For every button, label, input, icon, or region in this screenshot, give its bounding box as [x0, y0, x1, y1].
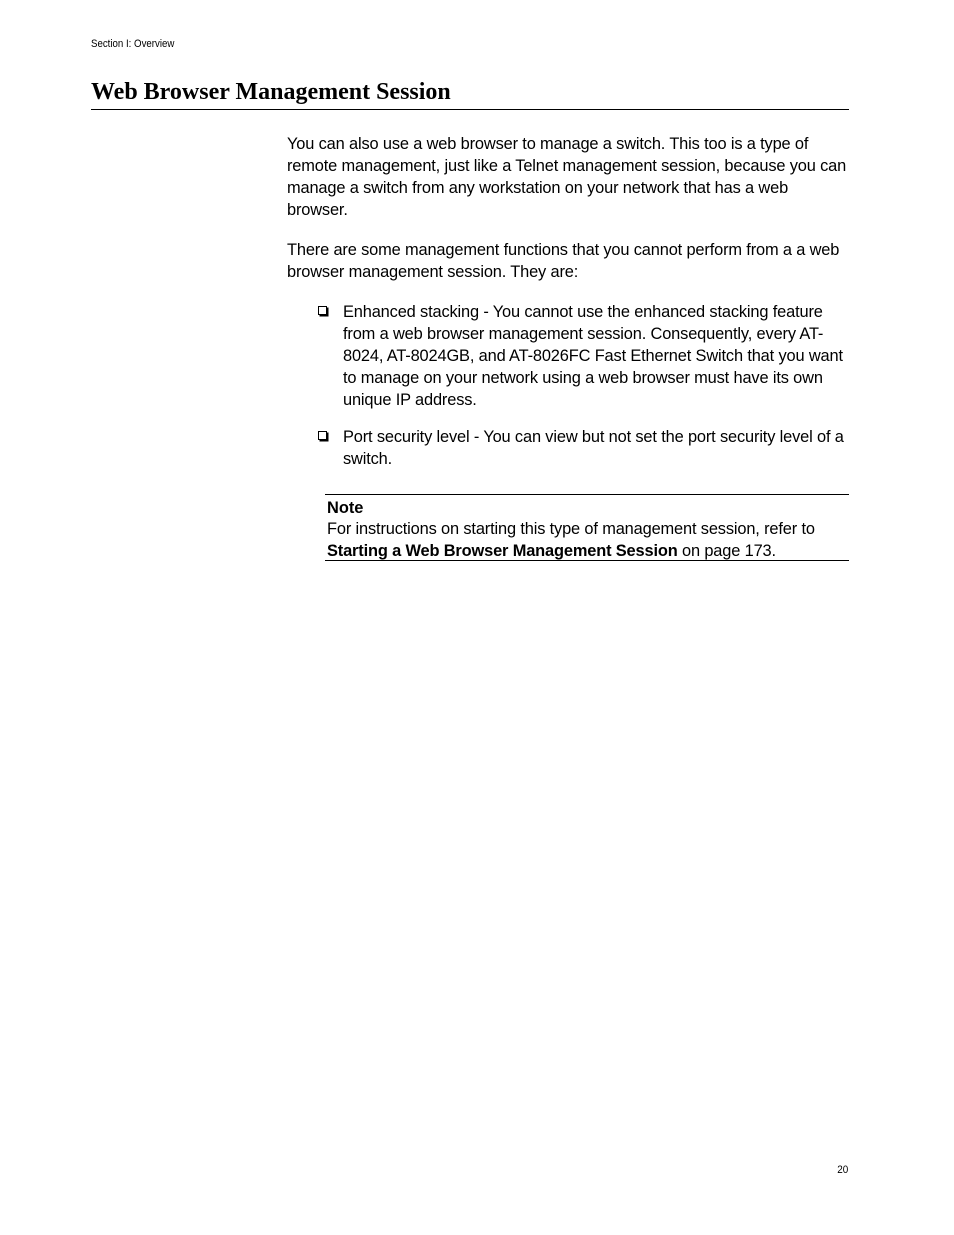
list-item-text: Enhanced stacking - You cannot use the enhanced stacking feature from a web browser management session. Consequently, every AT-8024, AT-8024GB, and AT-8026FC Fast Ethernet Switch that you want to manage on your network using a web browser must have its own unique IP address. — [343, 303, 843, 409]
intro-paragraph: You can also use a web browser to manage a switch. This too is a type of remote management, just like a Telnet management session, because you can manage a switch from any workstation on your network that has a web browser. — [287, 135, 847, 219]
note-text — [327, 518, 849, 562]
list-item — [316, 301, 856, 411]
section-title: Web Browser Management Session — [91, 76, 849, 110]
note-box — [325, 494, 849, 561]
limitations-paragraph: There are some management functions that you cannot perform from a a web browser management session. They are: — [287, 241, 840, 281]
note-heading: Note — [327, 499, 364, 517]
checkbox-icon — [318, 306, 327, 315]
running-header: Section I: Overview — [91, 38, 175, 50]
note-text-before: For instructions on starting this type of management session, refer to — [327, 520, 815, 538]
note-cross-reference[interactable]: Starting a Web Browser Management Session — [327, 542, 678, 560]
list-item — [316, 426, 856, 470]
note-text-after: on page 173. — [677, 542, 776, 560]
list-item-text: Port security level - You can view but not set the port security level of a switch. — [343, 428, 844, 468]
checkbox-icon — [318, 431, 327, 440]
limitations-list — [316, 301, 856, 470]
page-number: 20 — [836, 1164, 848, 1176]
